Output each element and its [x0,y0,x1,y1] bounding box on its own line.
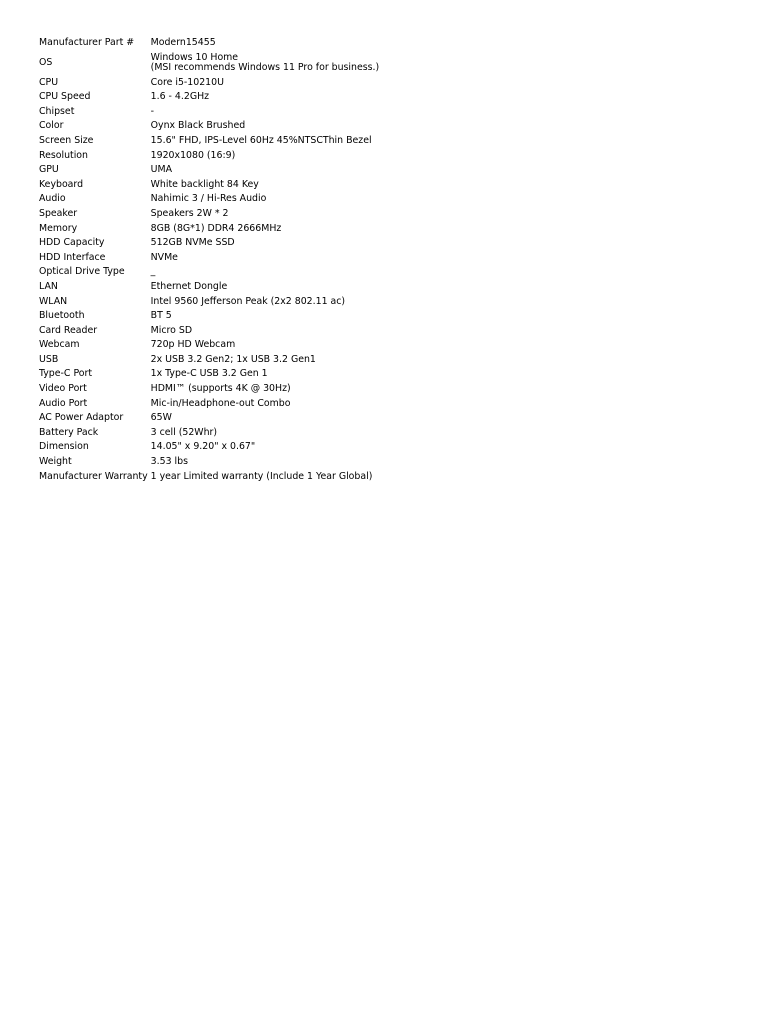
spec-value: Speakers 2W * 2 [150,207,229,219]
spec-label: Chipset [39,105,75,117]
spec-row-speaker [38,207,379,222]
spec-row-wlan [38,295,379,310]
spec-row-hdd-interface [38,251,379,266]
spec-value: Mic-in/Headphone-out Combo [150,397,291,409]
spec-row-type-c-port [38,367,379,382]
spec-row-color [38,119,379,134]
spec-label: Bluetooth [39,310,85,322]
spec-value: HDMI™ (supports 4K @ 30Hz) [150,383,291,395]
spec-value: 15.6" FHD, IPS-Level 60Hz 45%NTSCThin Bezel [150,134,372,146]
spec-row-audio-port [38,397,379,412]
spec-value: Intel 9560 Jefferson Peak (2x2 802.11 ac) [150,295,346,307]
spec-row-weight [38,455,379,470]
spec-value: Windows 10 Home [150,51,239,63]
spec-row-cpu-speed [38,90,379,105]
spec-label: Speaker [39,207,78,219]
spec-label: Memory [39,222,78,234]
spec-row-webcam [38,338,379,353]
spec-value: Oynx Black Brushed [150,120,246,132]
spec-value: Nahimic 3 / Hi-Res Audio [150,193,267,205]
spec-value: 1 year Limited warranty (Include 1 Year Global) [150,470,373,482]
spec-row-keyboard [38,178,379,193]
spec-value: Micro SD [150,324,193,336]
spec-label: LAN [39,280,58,292]
spec-value: Core i5-10210U [150,76,224,88]
spec-row-video-port [38,382,379,397]
spec-value-os [151,51,380,76]
spec-label: Type-C Port [39,368,93,380]
spec-value: BT 5 [150,310,172,322]
spec-label: Dimension [39,441,89,453]
spec-row-card-reader [38,324,379,339]
spec-value: 1.6 - 4.2GHz [150,91,210,103]
spec-label: Webcam [39,339,80,351]
spec-label: AC Power Adaptor [39,412,124,424]
spec-row-gpu [38,163,379,178]
spec-value: _ [150,266,156,278]
spec-value: NVMe [150,251,178,263]
spec-row-battery-pack [38,426,379,441]
spec-row-memory [38,222,379,237]
spec-label: Card Reader [39,324,98,336]
spec-label: Manufacturer Warranty [39,470,148,482]
spec-label: WLAN [39,295,68,307]
spec-value: - [150,105,155,117]
spec-value: 2x USB 3.2 Gen2; 1x USB 3.2 Gen1 [150,353,316,365]
spec-row-manufacturer-part [38,36,379,51]
spec-value: Ethernet Dongle [150,280,228,292]
spec-label: Resolution [39,149,88,161]
spec-row-manufacturer-warranty [38,470,379,485]
spec-label: CPU Speed [39,91,91,103]
spec-label: HDD Capacity [39,237,105,249]
spec-label: Audio [39,193,66,205]
spec-value: 1920x1080 (16:9) [150,149,236,161]
spec-row-cpu [38,76,379,91]
spec-value: 65W [150,412,172,424]
spec-row-os [38,51,379,76]
spec-label: USB [39,353,59,365]
spec-row-hdd-capacity [38,236,379,251]
spec-label: GPU [39,164,59,176]
spec-value: 512GB NVMe SSD [150,237,235,249]
spec-label: Optical Drive Type [39,266,125,278]
spec-label: Audio Port [39,397,88,409]
spec-label: Battery Pack [39,426,99,438]
spec-table [38,36,379,484]
spec-value: Modern15455 [150,37,216,48]
spec-value: 3 cell (52Whr) [150,426,218,438]
spec-row-lan [38,280,379,295]
spec-label: CPU [39,76,59,88]
spec-row-audio [38,192,379,207]
spec-row-resolution [38,149,379,164]
spec-value: UMA [150,164,173,176]
spec-value: 3.53 lbs [150,456,188,468]
spec-label: Video Port [39,383,87,395]
spec-label: OS [39,56,53,68]
spec-row-usb [38,353,379,368]
spec-label: Screen Size [39,134,94,146]
spec-row-ac-power-adaptor [38,411,379,426]
spec-value: 720p HD Webcam [150,339,236,351]
spec-row-chipset [38,105,379,120]
spec-value: 1x Type-C USB 3.2 Gen 1 [150,368,268,380]
spec-label: Color [39,120,64,132]
spec-value: 8GB (8G*1) DDR4 2666MHz [150,222,282,234]
spec-value: White backlight 84 Key [150,178,259,190]
spec-row-bluetooth [38,309,379,324]
spec-value: 14.05" x 9.20" x 0.67" [150,441,256,453]
spec-label: Weight [39,456,72,468]
spec-label: Keyboard [39,178,84,190]
spec-row-dimension [38,440,379,455]
spec-label: Manufacturer Part # [39,37,135,48]
spec-row-screen-size [38,134,379,149]
spec-value-note: (MSI recommends Windows 11 Pro for business.) [150,62,380,74]
spec-row-optical-drive [38,265,379,280]
spec-label: HDD Interface [39,251,106,263]
